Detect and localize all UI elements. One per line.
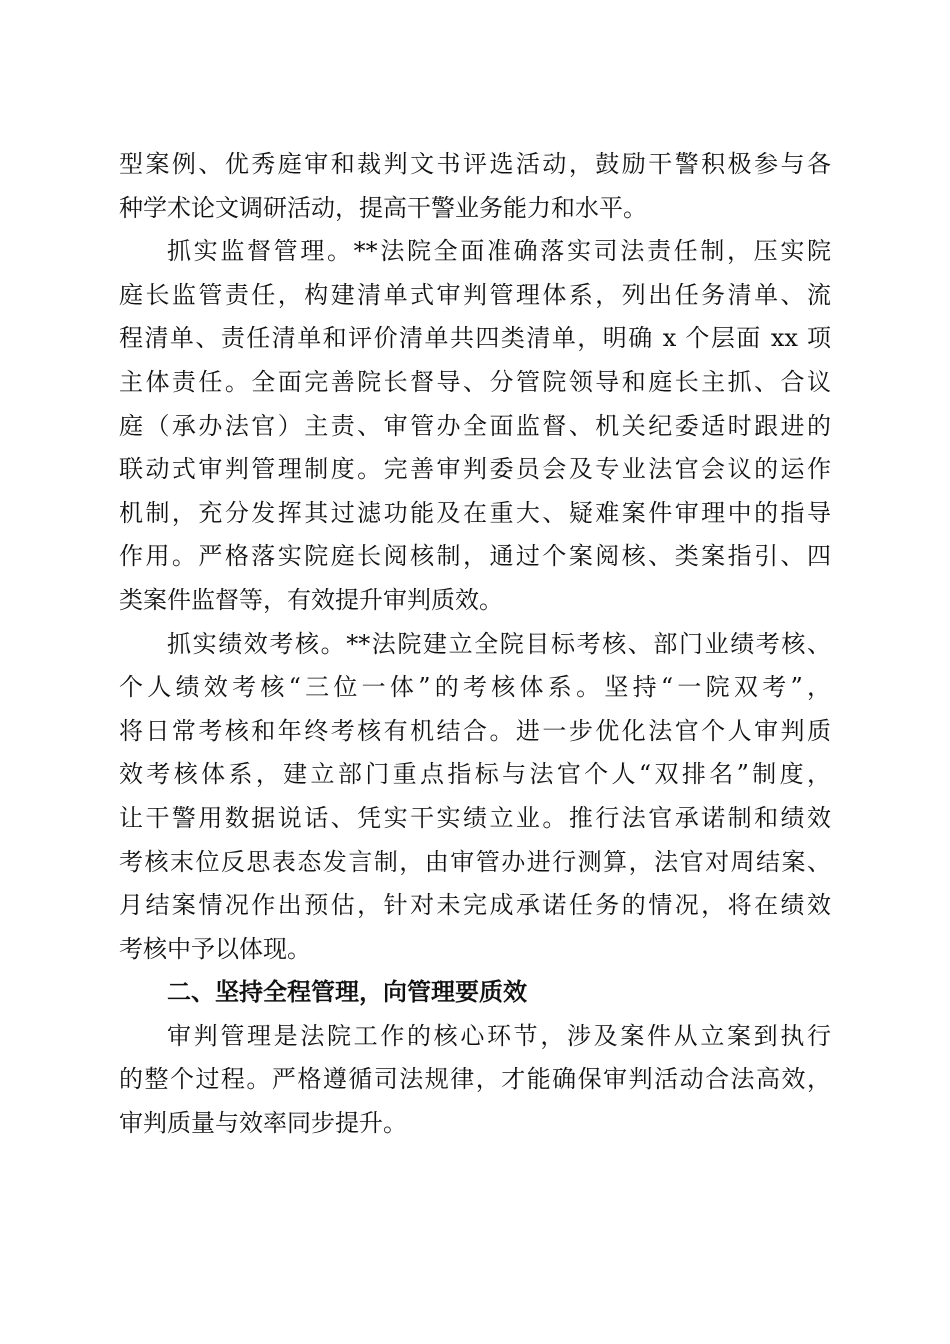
text-line: 主体责任。全面完善院长督导、分管院领导和庭长主抓、合议 [119,367,831,396]
text-line: 庭（承办法官）主责、审管办全面监督、机关纪委适时跟进的 [119,411,831,440]
text-line: 机制，充分发挥其过滤功能及在重大、疑难案件审理中的指导 [119,498,831,527]
text-line: 考核末位反思表态发言制，由审管办进行测算，法官对周结案、 [119,847,831,876]
text-line: 效考核体系，建立部门重点指标与法官个人“双排名”制度， [119,760,831,789]
paragraph-supervision [119,230,831,622]
text-line: 作用。严格落实院庭长阅核制，通过个案阅核、类案指引、四 [119,542,831,571]
text-line: 联动式审判管理制度。完善审判委员会及专业法官会议的运作 [119,455,831,484]
text-line: 庭长监管责任，构建清单式审判管理体系，列出任务清单、流 [119,280,831,309]
paragraph-performance [119,623,831,972]
text-line: 审判质量与效率同步提升。 [119,1109,407,1138]
text-line: 的整个过程。严格遵循司法规律，才能确保审判活动合法高效， [119,1065,831,1094]
document-body [119,143,831,1146]
text-line: 型案例、优秀庭审和裁判文书评选活动，鼓励干警积极参与各 [119,150,831,178]
text-line: 个人绩效考核“三位一体”的考核体系。坚持“一院双考”， [119,673,831,702]
section-heading: 二、坚持全程管理，向管理要质效 [167,978,527,1007]
text-line: 抓实绩效考核。**法院建立全院目标考核、部门业绩考核、 [167,629,831,658]
text-line: 抓实监督管理。**法院全面准确落实司法责任制，压实院 [167,237,831,266]
paragraph-trial-management [119,1015,831,1146]
text-line: 让干警用数据说话、凭实干实绩立业。推行法官承诺制和绩效 [119,803,831,832]
text-line: 考核中予以体现。 [119,934,311,963]
text-line: 种学术论文调研活动，提高干警业务能力和水平。 [119,193,647,222]
text-line: 类案件监督等，有效提升审判质效。 [119,585,503,614]
text-line: 月结案情况作出预估，针对未完成承诺任务的情况，将在绩效 [119,891,831,920]
text-line: 将日常考核和年终考核有机结合。进一步优化法官个人审判质 [119,716,831,745]
text-line: 审判管理是法院工作的核心环节，涉及案件从立案到执行 [167,1021,831,1050]
paragraph-continuation [119,143,831,230]
text-line: 程清单、责任清单和评价清单共四类清单，明确 x 个层面 xx 项 [119,324,831,353]
